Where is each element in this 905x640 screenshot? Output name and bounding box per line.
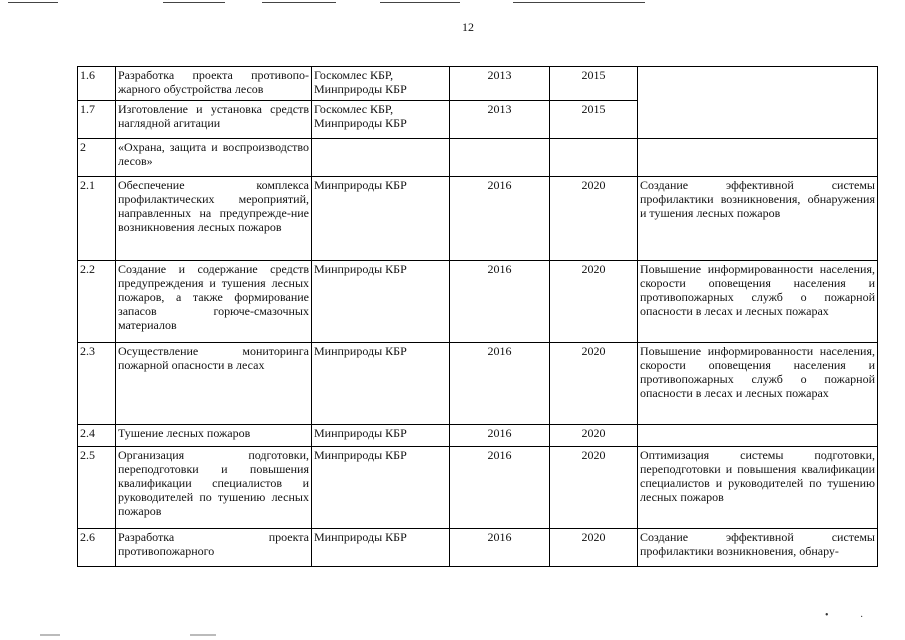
executor: Минприроды КБР: [312, 261, 450, 343]
measure-name: Создание и содержание средств предупреждения и тушения лесных пожаров, а также формирование запасов горюче-смазочных материалов: [116, 261, 312, 343]
row-number: 1.6: [78, 67, 116, 101]
measure-name: Разработка проекта противопо-жарного обустройства лесов: [116, 67, 312, 101]
expected-result: Оптимизация системы подготовки, переподготовки и повышения квалификации специалистов и руководителей по тушению лесных пожаров: [638, 447, 878, 529]
executor: Минприроды КБР: [312, 343, 450, 425]
start-year: 2013: [450, 101, 550, 139]
end-year: [550, 139, 638, 177]
header-rule: [380, 2, 460, 3]
row-number: 1.7: [78, 101, 116, 139]
measure-name: Осуществление мониторинга пожарной опасности в лесах: [116, 343, 312, 425]
table-row: [78, 177, 878, 261]
start-year: 2016: [450, 261, 550, 343]
executor: Минприроды КБР: [312, 529, 450, 567]
table-row: [78, 529, 878, 567]
header-rule: [8, 2, 58, 3]
measure-name: Разработка проекта противопожарного: [116, 529, 312, 567]
header-rule: [262, 2, 336, 3]
start-year: 2016: [450, 177, 550, 261]
row-number: 2.2: [78, 261, 116, 343]
row-number: 2.3: [78, 343, 116, 425]
expected-result: Повышение информированности населения, скорости оповещения населения и противопожарных служб о пожарной опасности в лесах и лесных пожарах: [638, 343, 878, 425]
row-number: 2.6: [78, 529, 116, 567]
table-row: [78, 261, 878, 343]
end-year: 2020: [550, 343, 638, 425]
start-year: 2016: [450, 425, 550, 447]
header-rule: [513, 2, 645, 3]
row-number: 2.5: [78, 447, 116, 529]
measure-name: Обеспечение комплекса профилактических мероприятий, направленных на предупрежде-ние возникновения лесных пожаров: [116, 177, 312, 261]
measure-name: Организация подготовки, переподготовки и повышения квалификации специалистов и руководителей по тушению лесных пожаров: [116, 447, 312, 529]
end-year: 2015: [550, 101, 638, 139]
row-number: 2: [78, 139, 116, 177]
expected-result: [638, 139, 878, 177]
executor: Минприроды КБР: [312, 177, 450, 261]
start-year: 2016: [450, 447, 550, 529]
page-number: 12: [462, 20, 474, 34]
table-row: [78, 139, 878, 177]
expected-result: Создание эффективной системы профилактики возникновения, обнару-: [638, 529, 878, 567]
scan-smudge: [40, 634, 60, 636]
end-year: 2020: [550, 447, 638, 529]
table-row: [78, 67, 878, 101]
scan-speck: •: [825, 610, 829, 621]
end-year: 2020: [550, 261, 638, 343]
executor: [312, 139, 450, 177]
end-year: 2020: [550, 529, 638, 567]
table-row: [78, 447, 878, 529]
measure-name: «Охрана, защита и воспроизводство лесов»: [116, 139, 312, 177]
executor: Минприроды КБР: [312, 447, 450, 529]
header-rule: [163, 2, 225, 3]
expected-result: Повышение информированности населения, скорости оповещения населения и противопожарных служб о пожарной опасности в лесах и лесных пожарах: [638, 261, 878, 343]
executor: Госкомлес КБР, Минприроды КБР: [312, 67, 450, 101]
table-row: [78, 343, 878, 425]
start-year: 2013: [450, 67, 550, 101]
row-number: 2.1: [78, 177, 116, 261]
executor: Минприроды КБР: [312, 425, 450, 447]
expected-result: [638, 425, 878, 447]
scan-smudge: [190, 634, 216, 636]
expected-result: [638, 67, 878, 139]
measure-name: Тушение лесных пожаров: [116, 425, 312, 447]
row-number: 2.4: [78, 425, 116, 447]
start-year: 2016: [450, 529, 550, 567]
executor: Госкомлес КБР, Минприроды КБР: [312, 101, 450, 139]
program-table: [77, 66, 878, 567]
start-year: 2016: [450, 343, 550, 425]
end-year: 2020: [550, 177, 638, 261]
end-year: 2015: [550, 67, 638, 101]
table-row: [78, 425, 878, 447]
start-year: [450, 139, 550, 177]
measure-name: Изготовление и установка средств наглядной агитации: [116, 101, 312, 139]
expected-result: Создание эффективной системы профилактики возникновения, обнаружения и тушения лесных пожаров: [638, 177, 878, 261]
scan-speck: ·: [860, 612, 864, 623]
end-year: 2020: [550, 425, 638, 447]
